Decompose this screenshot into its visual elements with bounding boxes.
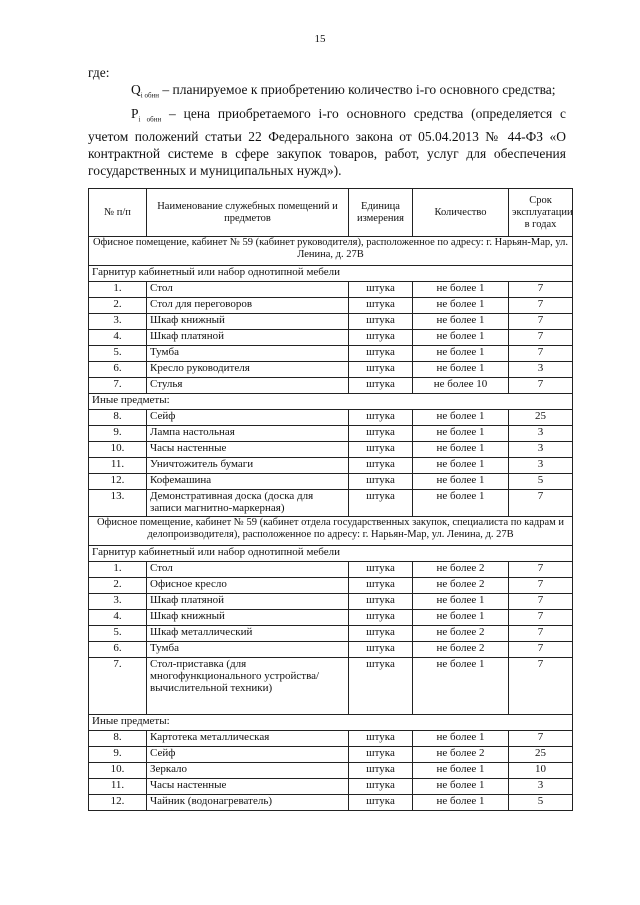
row-num: 13. <box>89 490 147 517</box>
group-title: Иные предметы: <box>89 394 573 410</box>
row-term: 7 <box>509 314 573 330</box>
row-term: 7 <box>509 346 573 362</box>
row-qty: не более 1 <box>413 426 509 442</box>
row-unit: штука <box>349 490 413 517</box>
table-row <box>89 731 573 747</box>
row-name: Шкаф книжный <box>147 314 349 330</box>
row-num: 5. <box>89 346 147 362</box>
row-name: Стол-приставка (для многофункционального устройства/вычислительной техники) <box>147 658 349 715</box>
row-qty: не более 2 <box>413 747 509 763</box>
table-row <box>89 378 573 394</box>
row-num: 6. <box>89 362 147 378</box>
row-name: Стулья <box>147 378 349 394</box>
row-name: Картотека металлическая <box>147 731 349 747</box>
row-unit: штука <box>349 426 413 442</box>
table-row <box>89 779 573 795</box>
row-num: 3. <box>89 314 147 330</box>
row-qty: не более 1 <box>413 458 509 474</box>
page-number: 15 <box>314 33 326 45</box>
row-term: 7 <box>509 282 573 298</box>
row-unit: штука <box>349 578 413 594</box>
row-name: Часы настенные <box>147 442 349 458</box>
row-num: 3. <box>89 594 147 610</box>
row-num: 11. <box>89 458 147 474</box>
row-num: 8. <box>89 410 147 426</box>
row-num: 1. <box>89 282 147 298</box>
section-title-row <box>89 517 573 546</box>
table-row <box>89 610 573 626</box>
row-term: 7 <box>509 330 573 346</box>
row-unit: штука <box>349 346 413 362</box>
row-name: Кофемашина <box>147 474 349 490</box>
row-unit: штука <box>349 658 413 715</box>
row-term: 5 <box>509 474 573 490</box>
header-qty: Количество <box>413 189 509 237</box>
row-qty: не более 1 <box>413 474 509 490</box>
row-qty: не более 1 <box>413 795 509 811</box>
row-qty: не более 1 <box>413 610 509 626</box>
row-qty: не более 2 <box>413 562 509 578</box>
row-unit: штука <box>349 610 413 626</box>
group-row <box>89 546 573 562</box>
table-row <box>89 282 573 298</box>
table-row <box>89 562 573 578</box>
row-term: 7 <box>509 658 573 715</box>
table-row <box>89 474 573 490</box>
table-row <box>89 330 573 346</box>
group-row <box>89 715 573 731</box>
row-term: 7 <box>509 642 573 658</box>
row-term: 3 <box>509 442 573 458</box>
group-title: Гарнитур кабинетный или набор однотипной мебели <box>89 266 573 282</box>
row-term: 3 <box>509 362 573 378</box>
row-unit: штука <box>349 282 413 298</box>
table-row <box>89 426 573 442</box>
row-num: 2. <box>89 578 147 594</box>
row-num: 5. <box>89 626 147 642</box>
row-num: 12. <box>89 474 147 490</box>
table-row <box>89 410 573 426</box>
header-unit: Единица измерения <box>349 189 413 237</box>
row-name: Шкаф платяной <box>147 330 349 346</box>
row-unit: штука <box>349 562 413 578</box>
row-num: 4. <box>89 610 147 626</box>
row-term: 25 <box>509 410 573 426</box>
header-term: Срок эксплуатации в годах <box>509 189 573 237</box>
table-row <box>89 747 573 763</box>
table-row <box>89 594 573 610</box>
row-term: 7 <box>509 378 573 394</box>
group-row <box>89 394 573 410</box>
table-row <box>89 314 573 330</box>
row-num: 8. <box>89 731 147 747</box>
row-term: 7 <box>509 626 573 642</box>
section-title: Офисное помещение, кабинет № 59 (кабинет руководителя), расположенное по адресу: г. Нарьян-Мар, ул. Ленина, д. 27В <box>89 237 573 266</box>
row-qty: не более 1 <box>413 330 509 346</box>
p-symbol: $P_{i обнн}$ <box>131 105 162 124</box>
row-name: Тумба <box>147 642 349 658</box>
row-unit: штука <box>349 763 413 779</box>
table-row <box>89 642 573 658</box>
row-unit: штука <box>349 378 413 394</box>
row-unit: штука <box>349 458 413 474</box>
group-row <box>89 266 573 282</box>
where-label: где: <box>88 65 110 80</box>
row-qty: не более 2 <box>413 642 509 658</box>
table-header-row <box>89 189 573 237</box>
row-qty: не более 1 <box>413 442 509 458</box>
row-num: 2. <box>89 298 147 314</box>
section-title-row <box>89 237 573 266</box>
q-symbol: $Q_{i обнн}$ <box>131 82 159 100</box>
row-term: 7 <box>509 594 573 610</box>
row-term: 5 <box>509 795 573 811</box>
row-qty: не более 1 <box>413 314 509 330</box>
row-unit: штука <box>349 474 413 490</box>
row-name: Стол <box>147 562 349 578</box>
row-name: Стол для переговоров <box>147 298 349 314</box>
row-qty: не более 1 <box>413 658 509 715</box>
row-qty: не более 1 <box>413 282 509 298</box>
group-title: Гарнитур кабинетный или набор однотипной мебели <box>89 546 573 562</box>
row-qty: не более 1 <box>413 594 509 610</box>
row-term: 10 <box>509 763 573 779</box>
table-row <box>89 346 573 362</box>
row-name: Кресло руководителя <box>147 362 349 378</box>
row-unit: штука <box>349 594 413 610</box>
row-num: 6. <box>89 642 147 658</box>
row-num: 10. <box>89 763 147 779</box>
row-num: 7. <box>89 658 147 715</box>
row-term: 3 <box>509 458 573 474</box>
intro-text <box>88 64 566 179</box>
row-term: 7 <box>509 731 573 747</box>
row-unit: штука <box>349 795 413 811</box>
row-qty: не более 1 <box>413 298 509 314</box>
row-name: Шкаф платяной <box>147 594 349 610</box>
row-num: 9. <box>89 426 147 442</box>
p-definition: $P_{i обнн}$ – цена приобретаемого i-го основного средства (определяется с учетом положений статьи 22 Федерального закона от 05.04.2013 № 44-ФЗ «О контрактной системе в сфере закупок товаров, работ, услуг для обеспечения государственных и муниципальных нужд»). <box>88 105 566 179</box>
row-num: 7. <box>89 378 147 394</box>
row-num: 4. <box>89 330 147 346</box>
group-title: Иные предметы: <box>89 715 573 731</box>
row-unit: штука <box>349 779 413 795</box>
row-unit: штука <box>349 410 413 426</box>
row-qty: не более 1 <box>413 763 509 779</box>
row-num: 9. <box>89 747 147 763</box>
table-row <box>89 442 573 458</box>
row-term: 3 <box>509 779 573 795</box>
row-unit: штука <box>349 747 413 763</box>
q-definition: $Q_{i обнн}$ – планируемое к приобретению количество i-го основного средства; <box>131 82 556 100</box>
row-name: Стол <box>147 282 349 298</box>
row-term: 7 <box>509 610 573 626</box>
row-num: 1. <box>89 562 147 578</box>
row-unit: штука <box>349 330 413 346</box>
table-row <box>89 795 573 811</box>
row-qty: не более 2 <box>413 626 509 642</box>
row-unit: штука <box>349 731 413 747</box>
row-unit: штука <box>349 442 413 458</box>
table-row <box>89 626 573 642</box>
table-row <box>89 578 573 594</box>
row-term: 7 <box>509 578 573 594</box>
row-unit: штука <box>349 314 413 330</box>
table-row <box>89 362 573 378</box>
row-unit: штука <box>349 626 413 642</box>
row-num: 12. <box>89 795 147 811</box>
furniture-norms-table <box>88 188 573 811</box>
row-term: 3 <box>509 426 573 442</box>
row-name: Лампа настольная <box>147 426 349 442</box>
row-unit: штука <box>349 298 413 314</box>
row-qty: не более 1 <box>413 731 509 747</box>
table-row <box>89 458 573 474</box>
row-name: Уничтожитель бумаги <box>147 458 349 474</box>
row-name: Зеркало <box>147 763 349 779</box>
header-num: № п/п <box>89 189 147 237</box>
section-title: Офисное помещение, кабинет № 59 (кабинет отдела государственных закупок, специалиста по кадрам и делопроизводителя), расположенное по адресу: г. Нарьян-Мар, ул. Ленина, д. 27В <box>89 517 573 546</box>
row-name: Офисное кресло <box>147 578 349 594</box>
row-name: Сейф <box>147 747 349 763</box>
row-qty: не более 1 <box>413 490 509 517</box>
row-qty: не более 1 <box>413 410 509 426</box>
row-qty: не более 10 <box>413 378 509 394</box>
table-row <box>89 298 573 314</box>
row-name: Шкаф металлический <box>147 626 349 642</box>
row-name: Демонстративная доска (доска для записи магнитно-маркерная) <box>147 490 349 517</box>
row-term: 7 <box>509 298 573 314</box>
row-qty: не более 1 <box>413 362 509 378</box>
table-row <box>89 490 573 517</box>
header-name: Наименование служебных помещений и предметов <box>147 189 349 237</box>
row-name: Сейф <box>147 410 349 426</box>
row-term: 7 <box>509 490 573 517</box>
row-qty: не более 1 <box>413 779 509 795</box>
row-name: Часы настенные <box>147 779 349 795</box>
table-row <box>89 763 573 779</box>
row-term: 25 <box>509 747 573 763</box>
row-name: Тумба <box>147 346 349 362</box>
row-num: 10. <box>89 442 147 458</box>
row-qty: не более 2 <box>413 578 509 594</box>
row-qty: не более 1 <box>413 346 509 362</box>
row-term: 7 <box>509 562 573 578</box>
row-num: 11. <box>89 779 147 795</box>
table-row <box>89 658 573 715</box>
row-name: Шкаф книжный <box>147 610 349 626</box>
row-name: Чайник (водонагреватель) <box>147 795 349 811</box>
row-unit: штука <box>349 362 413 378</box>
row-unit: штука <box>349 642 413 658</box>
